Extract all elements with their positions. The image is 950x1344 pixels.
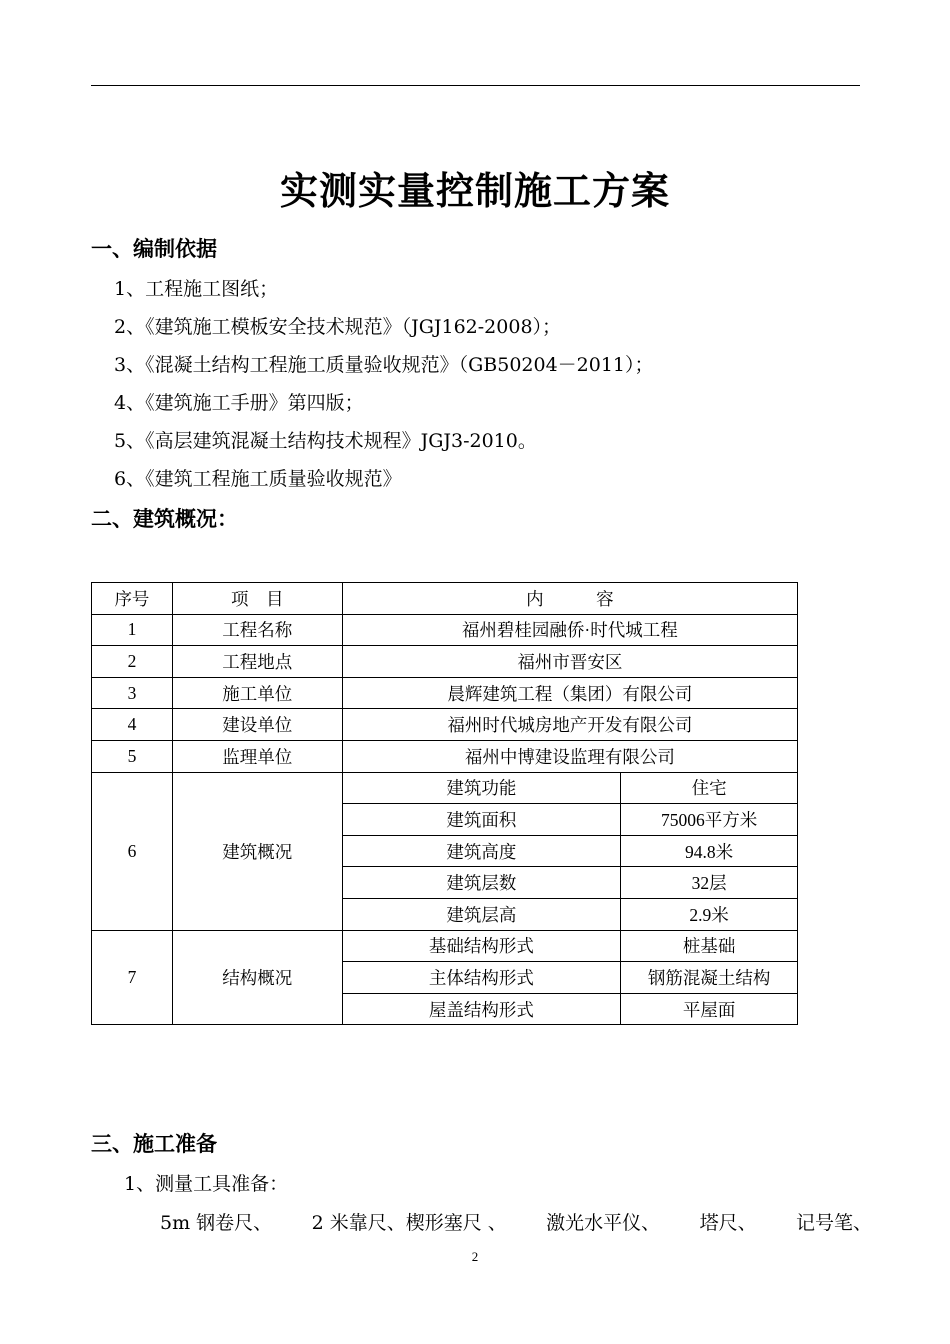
row-item: 工程地点 <box>172 646 342 678</box>
tool-marker: 记号笔、 <box>795 1212 872 1234</box>
table-header-row <box>92 583 798 615</box>
header-no: 序号 <box>92 583 173 615</box>
section-heading-overview: 二、建筑概况： <box>91 507 238 531</box>
basis-item-6: 6、《建筑工程施工质量验收规范》 <box>114 468 402 490</box>
group-no: 7 <box>92 930 173 1025</box>
table-row <box>92 646 798 678</box>
section-heading-basis: 一、编制依据 <box>91 237 217 261</box>
prep-item-1: 1、测量工具准备： <box>124 1173 289 1195</box>
basis-item-4: 4、《建筑施工手册》第四版； <box>114 392 364 414</box>
table-row <box>92 772 798 804</box>
basis-item-5: 5、《高层建筑混凝土结构技术规程》JGJ3-2010。 <box>114 430 537 452</box>
sub-key: 建筑层数 <box>342 867 621 899</box>
row-no: 2 <box>92 646 173 678</box>
sub-value: 32层 <box>621 867 798 899</box>
row-content: 福州碧桂园融侨·时代城工程 <box>342 614 797 646</box>
sub-key: 基础结构形式 <box>342 930 621 962</box>
table-row <box>92 930 798 962</box>
row-content: 晨辉建筑工程（集团）有限公司 <box>342 677 797 709</box>
tool-tape-measure: 5m 钢卷尺、 <box>160 1212 273 1234</box>
row-item: 工程名称 <box>172 614 342 646</box>
sub-key: 建筑层高 <box>342 898 621 930</box>
tools-list <box>160 1208 872 1235</box>
row-item: 建设单位 <box>172 709 342 741</box>
row-no: 3 <box>92 677 173 709</box>
sub-value: 75006平方米 <box>621 804 798 836</box>
tool-staff: 塔尺、 <box>699 1212 757 1234</box>
group-item: 结构概况 <box>172 930 342 1025</box>
section-heading-preparation: 三、施工准备 <box>91 1132 217 1156</box>
tool-laser-level: 激光水平仪、 <box>546 1212 661 1234</box>
tool-straightedge: 2 米靠尺、楔形塞尺 、 <box>311 1212 507 1234</box>
row-content: 福州中博建设监理有限公司 <box>342 740 797 772</box>
group-no: 6 <box>92 772 173 930</box>
row-item: 监理单位 <box>172 740 342 772</box>
row-no: 5 <box>92 740 173 772</box>
row-no: 1 <box>92 614 173 646</box>
sub-key: 屋盖结构形式 <box>342 993 621 1025</box>
row-content: 福州市晋安区 <box>342 646 797 678</box>
sub-value: 94.8米 <box>621 835 798 867</box>
page-number: 2 <box>471 1249 479 1264</box>
table-row <box>92 709 798 741</box>
basis-item-3: 3、《混凝土结构工程施工质量验收规范》（GB50204－2011）； <box>114 354 654 376</box>
sub-key: 主体结构形式 <box>342 962 621 994</box>
project-overview-table <box>91 582 798 1025</box>
header-item: 项 目 <box>172 583 342 615</box>
row-item: 施工单位 <box>172 677 342 709</box>
sub-value: 平屋面 <box>621 993 798 1025</box>
sub-key: 建筑高度 <box>342 835 621 867</box>
row-content: 福州时代城房地产开发有限公司 <box>342 709 797 741</box>
sub-value: 2.9米 <box>621 898 798 930</box>
sub-key: 建筑功能 <box>342 772 621 804</box>
table-row <box>92 614 798 646</box>
header-content: 内 容 <box>342 583 797 615</box>
row-no: 4 <box>92 709 173 741</box>
sub-value: 住宅 <box>621 772 798 804</box>
document-title: 实测实量控制施工方案 <box>279 169 670 213</box>
sub-key: 建筑面积 <box>342 804 621 836</box>
basis-item-2: 2、《建筑施工模板安全技术规范》（JGJ162-2008）； <box>114 316 562 338</box>
header-rule <box>91 85 860 86</box>
table-row <box>92 740 798 772</box>
group-item: 建筑概况 <box>172 772 342 930</box>
sub-value: 钢筋混凝土结构 <box>621 962 798 994</box>
basis-item-1: 1、工程施工图纸； <box>114 278 279 300</box>
table-row <box>92 677 798 709</box>
sub-value: 桩基础 <box>621 930 798 962</box>
